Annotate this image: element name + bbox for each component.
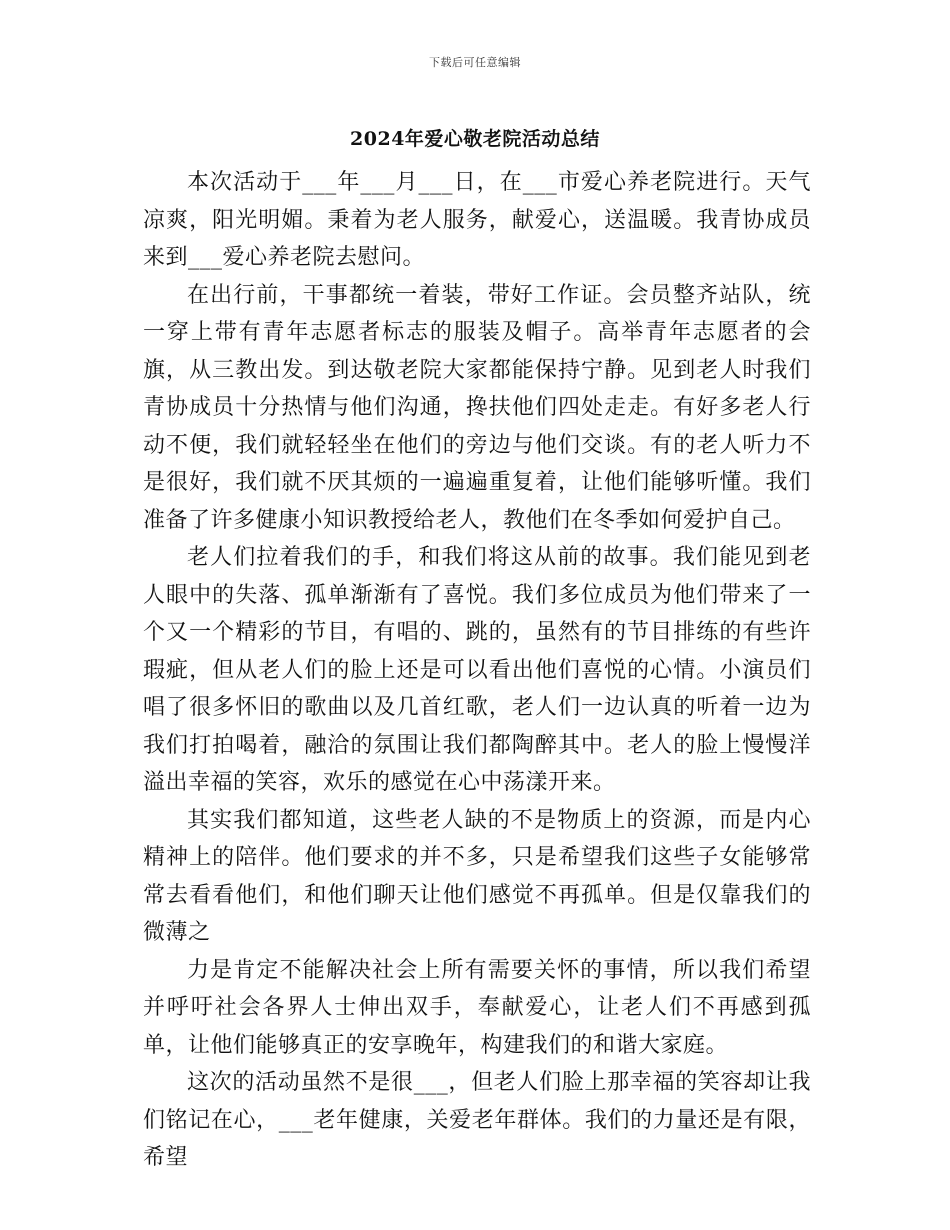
- paragraph-1: 本次活动于___年___月___日，在___市爱心养老院进行。天气凉爽，阳光明媚。秉着为老人服务，献爱心，送温暖。我青协成员来到___爱心养老院去慰问。: [143, 170, 811, 270]
- page-header: 下载后可任意编辑: [429, 56, 521, 69]
- paragraph-2: 在出行前，干事都统一着装，带好工作证。会员整齐站队，统一穿上带有青年志愿者标志的服装及帽子。高举青年志愿者的会旗，从三教出发。到达敬老院大家都能保持宁静。见到老人时我们青协成员十分热情与他们沟通，搀扶他们四处走走。有好多老人行动不便，我们就轻轻坐在他们的旁边与他们交谈。有的老人听力不是很好，我们就不厌其烦的一遍遍重复着，让他们能够听懂。我们准备了许多健康小知识教授给老人，教他们在冬季如何爱护自己。: [143, 282, 811, 533]
- paragraph-6: 这次的活动虽然不是很___，但老人们脸上那幸福的笑容却让我们铭记在心，___老年健康，关爱老年群体。我们的力量还是有限，希望: [143, 1070, 811, 1170]
- paragraph-5: 力是肯定不能解决社会上所有需要关怀的事情，所以我们希望并呼吁社会各界人士伸出双手，奉献爱心，让老人们不再感到孤单，让他们能够真正的安享晚年，构建我们的和谐大家庭。: [143, 957, 811, 1058]
- paragraph-4: 其实我们都知道，这些老人缺的不是物质上的资源，而是内心精神上的陪伴。他们要求的并不多，只是希望我们这些子女能够常常去看看他们，和他们聊天让他们感觉不再孤单。但是仅靠我们的微薄之: [143, 807, 811, 945]
- paragraph-3: 老人们拉着我们的手，和我们将这从前的故事。我们能见到老人眼中的失落、孤单渐渐有了喜悦。我们多位成员为他们带来了一个又一个精彩的节目，有唱的、跳的，虽然有的节目排练的有些许瑕疵，但从老人们的脸上还是可以看出他们喜悦的心情。小演员们唱了很多怀旧的歌曲以及几首红歌，老人们一边认真的听着一边为我们打拍喝着，融洽的氛围让我们都陶醉其中。老人的脸上慢慢洋溢出幸福的笑容，欢乐的感觉在心中荡漾开来。: [143, 545, 811, 795]
- document-title: 2024年爱心敬老院活动总结: [350, 128, 600, 150]
- document-body: [143, 164, 811, 1177]
